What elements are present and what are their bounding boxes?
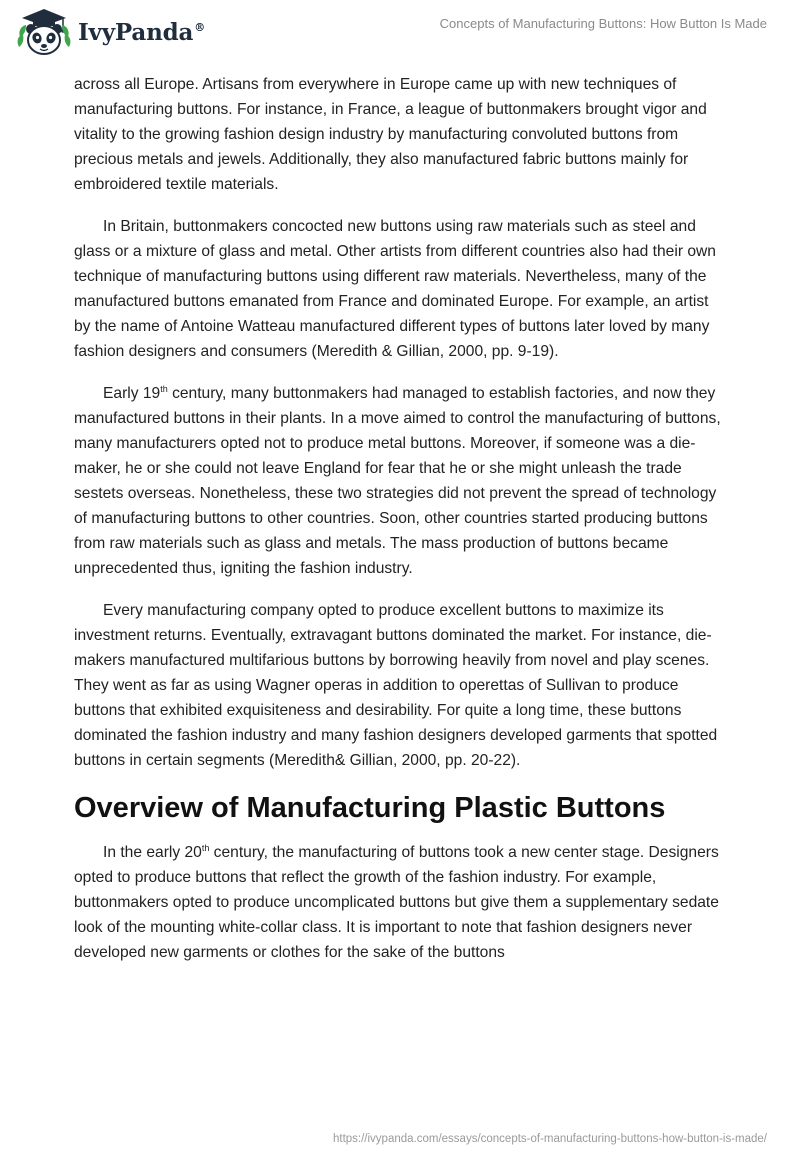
paragraph-20th-century: In the early 20th century, the manufacturing of buttons took a new center stage. Designers opted to produce buttons that reflect the growth of the fashion industry. For example, buttonmakers opted to produce uncomplicated buttons but give them a supplementary sedate look of the mounting white-collar class. It is important to note that fashion designers never developed new garments or clothes for the sake of the buttons xyxy=(74,842,719,961)
section-heading: Overview of Manufacturing Plastic Buttons xyxy=(74,792,666,824)
ivypanda-logo[interactable] xyxy=(16,7,205,57)
paragraph-19th-century: Early 19th century, many buttonmakers had managed to establish factories, and now they manufactured buttons in their plants. In a move aimed to control the manufacturing of buttons, many manufacturers opted not to produce metal buttons. Moreover, if someone was a die-maker, he or she could not leave England for fear that he or she might unleash the trade sestets overseas. Nonetheless, these two strategies did not prevent the spread of technology of manufacturing buttons to other countries. Soon, other countries started producing buttons from raw materials such as glass and metals. The mass production of buttons became unprecedented thus, igniting the fashion industry. xyxy=(74,383,721,577)
document-title: Concepts of Manufacturing Buttons: How Button Is Made xyxy=(439,16,767,31)
paragraph-britain: In Britain, buttonmakers concocted new buttons using raw materials such as steel and glass or a mixture of glass and metal. Other artists from different countries also had their own technique of manufacturing buttons using different raw materials. Nevertheless, many of the manufactured buttons emanated from France and dominated Europe. For example, an artist by the name of Antoine Watteau manufactured different types of buttons later loved by many fashion designers and consumers (Meredith & Gillian, 2000, pp. 9-19). xyxy=(74,218,716,360)
panda-graduate-icon xyxy=(16,7,72,57)
logo-wordmark: IvyPanda® xyxy=(78,18,205,46)
paragraph-manufacturing-company: Every manufacturing company opted to produce excellent buttons to maximize its investment returns. Eventually, extravagant buttons dominated the market. For instance, die-makers manufactured multifarious buttons by borrowing heavily from novel and play scenes. They went as far as using Wagner operas in addition to operettas of Sullivan to produce buttons that exhibited exquisiteness and desirability. For quite a long time, these buttons dominated the fashion industry and many fashion designers developed garments that spotted buttons in certain segments (Meredith& Gillian, 2000, pp. 20-22). xyxy=(74,602,718,769)
source-url[interactable]: https://ivypanda.com/essays/concepts-of-manufacturing-buttons-how-button-is-made/ xyxy=(332,1133,767,1145)
page-header xyxy=(0,0,800,66)
paragraph-continued: across all Europe. Artisans from everywhere in Europe came up with new techniques of manufacturing buttons. For instance, in France, a league of buttonmakers brought vigor and vitality to the growing fashion design industry by manufacturing convoluted buttons from precious metals and jewels. Additionally, they also manufactured fabric buttons mainly for embroidered textile materials. xyxy=(74,76,707,193)
essay-body xyxy=(74,72,726,982)
